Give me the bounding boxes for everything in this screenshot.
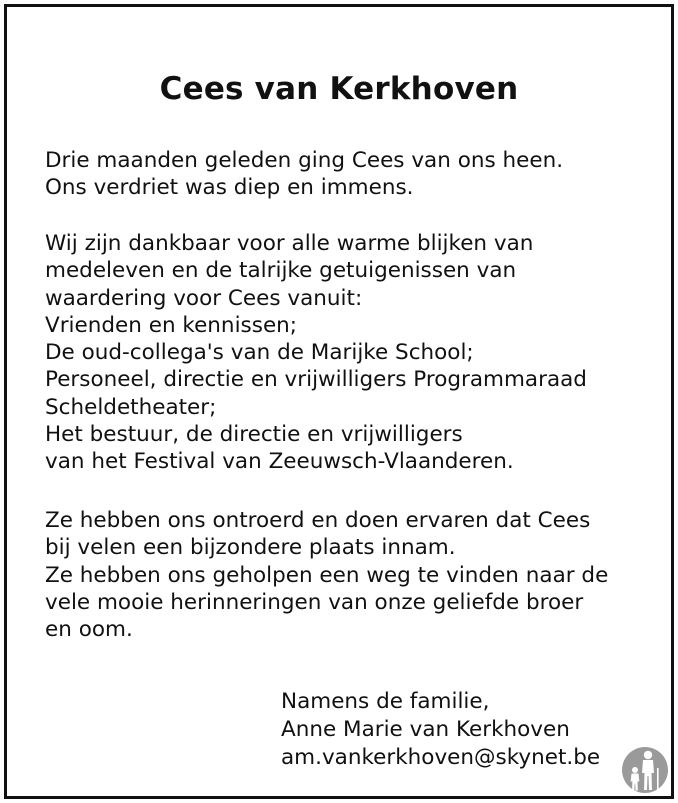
signature-email: am.vankerkhoven@skynet.be bbox=[281, 745, 601, 770]
text-line: waardering voor Cees vanuit: bbox=[45, 285, 363, 311]
text-line: vele mooie herinneringen van onze geliefde broer bbox=[45, 589, 584, 615]
text-line: Ze hebben ons geholpen een weg te vinden naar de bbox=[45, 562, 609, 588]
text-line: Wij zijn dankbaar voor alle warme blijken van bbox=[45, 231, 534, 256]
signature-block bbox=[281, 688, 600, 772]
signature-line: Namens de familie, bbox=[281, 689, 490, 714]
text-line: Drie maanden geleden ging Cees van ons heen. bbox=[45, 148, 564, 173]
text-line: Personeel, directie en vrijwilligers Programmaraad bbox=[45, 367, 587, 393]
text-line: en oom. bbox=[45, 617, 133, 643]
text-line: Vrienden en kennissen; bbox=[45, 312, 298, 338]
text-line: Ons verdriet was diep en immens. bbox=[45, 175, 414, 201]
signature-name: Anne Marie van Kerkhoven bbox=[281, 717, 570, 742]
notice-paragraph-2 bbox=[45, 230, 587, 476]
text-line: De oud-collega's van de Marijke School; bbox=[45, 340, 474, 366]
text-line: medeleven en de talrijke getuigenissen van bbox=[45, 258, 517, 284]
text-line: van het Festival van Zeeuwsch-Vlaanderen. bbox=[45, 449, 514, 475]
text-line: bij velen een bijzondere plaats innam. bbox=[45, 535, 456, 561]
notice-paragraph-3 bbox=[45, 507, 608, 643]
memorial-figures-icon bbox=[621, 746, 669, 794]
text-line: Het bestuur, de directie en vrijwilligers bbox=[45, 422, 463, 448]
memorial-notice-card bbox=[4, 4, 674, 799]
notice-paragraph-1 bbox=[45, 147, 563, 202]
text-line: Ze hebben ons ontroerd en doen ervaren dat Cees bbox=[45, 508, 591, 533]
text-line: Scheldetheater; bbox=[45, 394, 217, 420]
notice-title: Cees van Kerkhoven bbox=[159, 71, 519, 107]
